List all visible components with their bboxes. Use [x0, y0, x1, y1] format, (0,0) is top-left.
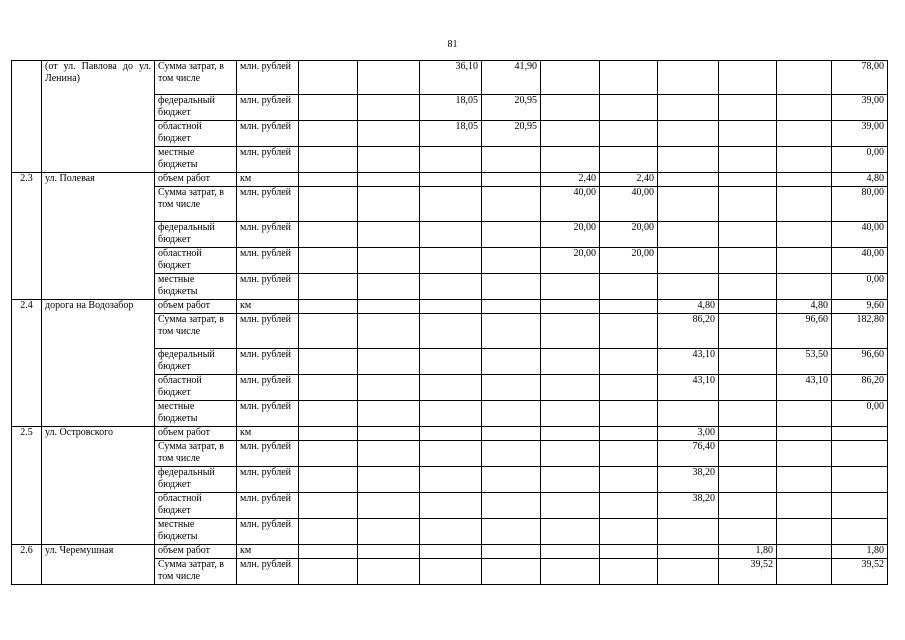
value-cell — [482, 349, 541, 375]
value-cell — [600, 467, 658, 493]
value-cell: 39,52 — [832, 559, 888, 585]
value-cell — [420, 274, 482, 300]
value-cell — [719, 427, 777, 441]
row-label-cell: Сумма затрат, в том числе — [155, 187, 237, 222]
value-cell — [482, 173, 541, 187]
value-cell — [719, 248, 777, 274]
value-cell: 20,00 — [600, 222, 658, 248]
value-cell: 20,95 — [482, 95, 541, 121]
value-cell: 1,80 — [719, 545, 777, 559]
value-cell — [658, 248, 719, 274]
value-cell — [777, 173, 832, 187]
unit-cell: млн. рублей — [237, 559, 299, 585]
unit-cell: млн. рублей — [237, 121, 299, 147]
value-cell — [832, 519, 888, 545]
value-cell — [777, 187, 832, 222]
section-name-cell: ул. Черемушная — [42, 545, 155, 585]
value-cell: 39,52 — [719, 559, 777, 585]
value-cell: 80,00 — [832, 187, 888, 222]
unit-cell: млн. рублей — [237, 493, 299, 519]
section-index-cell: 2.3 — [12, 173, 42, 300]
value-cell — [482, 467, 541, 493]
value-cell — [719, 441, 777, 467]
value-cell: 0,00 — [832, 401, 888, 427]
unit-cell: млн. рублей — [237, 248, 299, 274]
value-cell — [299, 121, 358, 147]
value-cell — [658, 95, 719, 121]
value-cell — [832, 467, 888, 493]
value-cell — [420, 401, 482, 427]
value-cell: 43,10 — [777, 375, 832, 401]
unit-cell: млн. рублей — [237, 95, 299, 121]
value-cell — [600, 427, 658, 441]
value-cell — [777, 519, 832, 545]
value-cell — [482, 274, 541, 300]
value-cell: 38,20 — [658, 467, 719, 493]
value-cell: 2,40 — [541, 173, 600, 187]
value-cell — [600, 545, 658, 559]
value-cell — [600, 401, 658, 427]
table-row — [12, 545, 888, 559]
value-cell — [420, 300, 482, 314]
unit-cell: млн. рублей — [237, 441, 299, 467]
value-cell: 20,95 — [482, 121, 541, 147]
value-cell — [777, 467, 832, 493]
value-cell — [299, 427, 358, 441]
value-cell — [541, 467, 600, 493]
row-label-cell: областной бюджет — [155, 248, 237, 274]
value-cell — [299, 274, 358, 300]
value-cell: 86,20 — [658, 314, 719, 349]
value-cell — [719, 121, 777, 147]
value-cell — [299, 248, 358, 274]
section-name-cell: (от ул. Павлова до ул. Ленина) — [42, 61, 155, 173]
value-cell: 18,05 — [420, 95, 482, 121]
value-cell: 36,10 — [420, 61, 482, 95]
unit-cell: млн. рублей — [237, 147, 299, 173]
value-cell — [358, 222, 420, 248]
value-cell — [777, 401, 832, 427]
value-cell — [420, 314, 482, 349]
value-cell — [658, 545, 719, 559]
row-label-cell: областной бюджет — [155, 375, 237, 401]
value-cell — [482, 187, 541, 222]
unit-cell: млн. рублей — [237, 187, 299, 222]
value-cell — [541, 300, 600, 314]
value-cell — [358, 545, 420, 559]
value-cell — [482, 401, 541, 427]
value-cell: 182,80 — [832, 314, 888, 349]
value-cell — [719, 222, 777, 248]
value-cell: 18,05 — [420, 121, 482, 147]
value-cell — [299, 545, 358, 559]
value-cell — [600, 274, 658, 300]
unit-cell: км — [237, 427, 299, 441]
value-cell — [299, 519, 358, 545]
section-name-cell: ул. Островского — [42, 427, 155, 545]
value-cell — [482, 545, 541, 559]
row-label-cell: Сумма затрат, в том числе — [155, 314, 237, 349]
section-name-cell: дорога на Водозабор — [42, 300, 155, 427]
unit-cell: млн. рублей — [237, 467, 299, 493]
value-cell: 20,00 — [541, 248, 600, 274]
value-cell — [719, 375, 777, 401]
unit-cell: млн. рублей — [237, 274, 299, 300]
value-cell — [420, 349, 482, 375]
value-cell — [358, 349, 420, 375]
value-cell: 40,00 — [600, 187, 658, 222]
value-cell — [358, 559, 420, 585]
value-cell: 41,90 — [482, 61, 541, 95]
value-cell — [299, 349, 358, 375]
value-cell — [719, 519, 777, 545]
row-label-cell: местные бюджеты — [155, 274, 237, 300]
value-cell — [299, 401, 358, 427]
value-cell — [832, 427, 888, 441]
row-label-cell: федеральный бюджет — [155, 95, 237, 121]
value-cell: 40,00 — [832, 248, 888, 274]
value-cell — [777, 493, 832, 519]
value-cell — [777, 222, 832, 248]
value-cell — [658, 222, 719, 248]
value-cell — [299, 95, 358, 121]
value-cell — [832, 493, 888, 519]
value-cell — [299, 441, 358, 467]
value-cell — [600, 61, 658, 95]
row-label-cell: местные бюджеты — [155, 519, 237, 545]
row-label-cell: Сумма затрат, в том числе — [155, 559, 237, 585]
row-label-cell: местные бюджеты — [155, 147, 237, 173]
value-cell — [600, 314, 658, 349]
section-index-cell: 2.6 — [12, 545, 42, 585]
value-cell — [358, 314, 420, 349]
value-cell — [777, 441, 832, 467]
value-cell — [420, 248, 482, 274]
value-cell: 1,80 — [832, 545, 888, 559]
value-cell — [358, 274, 420, 300]
value-cell: 2,40 — [600, 173, 658, 187]
value-cell — [719, 95, 777, 121]
value-cell: 9,60 — [832, 300, 888, 314]
value-cell — [541, 274, 600, 300]
value-cell — [482, 248, 541, 274]
row-label-cell: федеральный бюджет — [155, 349, 237, 375]
value-cell — [420, 147, 482, 173]
value-cell — [600, 121, 658, 147]
value-cell — [541, 519, 600, 545]
value-cell: 39,00 — [832, 95, 888, 121]
value-cell — [777, 545, 832, 559]
value-cell — [482, 314, 541, 349]
value-cell — [358, 427, 420, 441]
value-cell: 96,60 — [832, 349, 888, 375]
value-cell: 39,00 — [832, 121, 888, 147]
row-label-cell: объем работ — [155, 173, 237, 187]
value-cell — [541, 401, 600, 427]
value-cell — [719, 147, 777, 173]
unit-cell: млн. рублей — [237, 61, 299, 95]
value-cell — [482, 559, 541, 585]
value-cell — [600, 95, 658, 121]
value-cell — [420, 467, 482, 493]
value-cell — [299, 222, 358, 248]
value-cell: 3,00 — [658, 427, 719, 441]
value-cell — [777, 95, 832, 121]
value-cell — [358, 401, 420, 427]
unit-cell: млн. рублей — [237, 349, 299, 375]
value-cell: 4,80 — [658, 300, 719, 314]
value-cell — [541, 95, 600, 121]
value-cell — [777, 248, 832, 274]
value-cell — [420, 173, 482, 187]
table-row — [12, 427, 888, 441]
value-cell — [420, 545, 482, 559]
value-cell — [600, 519, 658, 545]
value-cell — [658, 121, 719, 147]
value-cell — [658, 559, 719, 585]
value-cell — [358, 300, 420, 314]
value-cell — [358, 147, 420, 173]
value-cell — [600, 349, 658, 375]
value-cell — [541, 61, 600, 95]
row-label-cell: федеральный бюджет — [155, 467, 237, 493]
value-cell — [541, 559, 600, 585]
value-cell — [299, 559, 358, 585]
row-label-cell: объем работ — [155, 427, 237, 441]
table-row — [12, 61, 888, 95]
value-cell — [777, 274, 832, 300]
value-cell — [299, 467, 358, 493]
value-cell — [600, 559, 658, 585]
value-cell — [658, 61, 719, 95]
value-cell — [299, 61, 358, 95]
value-cell: 76,40 — [658, 441, 719, 467]
value-cell — [777, 559, 832, 585]
value-cell — [658, 187, 719, 222]
value-cell — [719, 349, 777, 375]
value-cell — [719, 173, 777, 187]
value-cell — [299, 493, 358, 519]
value-cell — [358, 375, 420, 401]
value-cell — [299, 187, 358, 222]
unit-cell: млн. рублей — [237, 375, 299, 401]
value-cell — [482, 441, 541, 467]
value-cell: 43,10 — [658, 349, 719, 375]
value-cell — [299, 147, 358, 173]
value-cell — [777, 427, 832, 441]
value-cell — [299, 300, 358, 314]
value-cell — [358, 519, 420, 545]
table-row — [12, 173, 888, 187]
unit-cell: млн. рублей — [237, 222, 299, 248]
unit-cell: км — [237, 545, 299, 559]
unit-cell: км — [237, 300, 299, 314]
value-cell: 20,00 — [600, 248, 658, 274]
value-cell — [420, 441, 482, 467]
value-cell — [482, 300, 541, 314]
value-cell — [719, 187, 777, 222]
table-row — [12, 300, 888, 314]
value-cell — [719, 493, 777, 519]
row-label-cell: федеральный бюджет — [155, 222, 237, 248]
unit-cell: млн. рублей — [237, 519, 299, 545]
value-cell — [541, 121, 600, 147]
row-label-cell: областной бюджет — [155, 121, 237, 147]
row-label-cell: местные бюджеты — [155, 401, 237, 427]
value-cell: 86,20 — [832, 375, 888, 401]
value-cell — [358, 493, 420, 519]
value-cell — [358, 95, 420, 121]
value-cell — [658, 401, 719, 427]
value-cell — [719, 300, 777, 314]
value-cell — [358, 248, 420, 274]
value-cell — [777, 147, 832, 173]
value-cell — [299, 314, 358, 349]
value-cell — [600, 441, 658, 467]
section-name-cell: ул. Полевая — [42, 173, 155, 300]
section-index-cell: 2.4 — [12, 300, 42, 427]
value-cell — [299, 173, 358, 187]
value-cell — [358, 187, 420, 222]
value-cell: 0,00 — [832, 274, 888, 300]
value-cell — [299, 375, 358, 401]
value-cell — [658, 147, 719, 173]
value-cell — [482, 147, 541, 173]
value-cell — [541, 493, 600, 519]
value-cell: 0,00 — [832, 147, 888, 173]
value-cell: 96,60 — [777, 314, 832, 349]
value-cell — [482, 375, 541, 401]
value-cell: 40,00 — [541, 187, 600, 222]
page-number: 81 — [447, 39, 458, 50]
row-label-cell: объем работ — [155, 300, 237, 314]
value-cell — [658, 173, 719, 187]
value-cell — [658, 274, 719, 300]
value-cell — [420, 493, 482, 519]
section-index-cell: 2.5 — [12, 427, 42, 545]
value-cell — [719, 61, 777, 95]
budget-table — [11, 60, 888, 585]
value-cell — [719, 314, 777, 349]
value-cell — [420, 222, 482, 248]
value-cell — [832, 441, 888, 467]
value-cell: 40,00 — [832, 222, 888, 248]
value-cell — [777, 61, 832, 95]
row-label-cell: Сумма затрат, в том числе — [155, 61, 237, 95]
value-cell — [600, 375, 658, 401]
section-index-cell — [12, 61, 42, 173]
value-cell — [358, 467, 420, 493]
value-cell — [600, 147, 658, 173]
value-cell: 4,80 — [832, 173, 888, 187]
value-cell — [482, 427, 541, 441]
row-label-cell: объем работ — [155, 545, 237, 559]
value-cell — [719, 401, 777, 427]
value-cell — [541, 441, 600, 467]
value-cell — [719, 467, 777, 493]
value-cell — [600, 493, 658, 519]
value-cell: 43,10 — [658, 375, 719, 401]
value-cell — [777, 121, 832, 147]
value-cell: 53,50 — [777, 349, 832, 375]
row-label-cell: Сумма затрат, в том числе — [155, 441, 237, 467]
value-cell — [482, 519, 541, 545]
value-cell — [541, 349, 600, 375]
value-cell — [420, 519, 482, 545]
value-cell — [358, 441, 420, 467]
value-cell — [600, 300, 658, 314]
value-cell: 20,00 — [541, 222, 600, 248]
value-cell: 4,80 — [777, 300, 832, 314]
value-cell — [358, 121, 420, 147]
value-cell — [541, 427, 600, 441]
value-cell — [658, 519, 719, 545]
value-cell — [541, 147, 600, 173]
value-cell — [541, 375, 600, 401]
value-cell — [420, 187, 482, 222]
row-label-cell: областной бюджет — [155, 493, 237, 519]
value-cell — [541, 545, 600, 559]
unit-cell: млн. рублей — [237, 314, 299, 349]
unit-cell: км — [237, 173, 299, 187]
value-cell — [358, 173, 420, 187]
value-cell — [482, 222, 541, 248]
value-cell — [358, 61, 420, 95]
value-cell — [719, 274, 777, 300]
value-cell — [420, 559, 482, 585]
value-cell: 78,00 — [832, 61, 888, 95]
unit-cell: млн. рублей — [237, 401, 299, 427]
value-cell — [420, 375, 482, 401]
value-cell — [541, 314, 600, 349]
value-cell: 38,20 — [658, 493, 719, 519]
value-cell — [482, 493, 541, 519]
value-cell — [420, 427, 482, 441]
